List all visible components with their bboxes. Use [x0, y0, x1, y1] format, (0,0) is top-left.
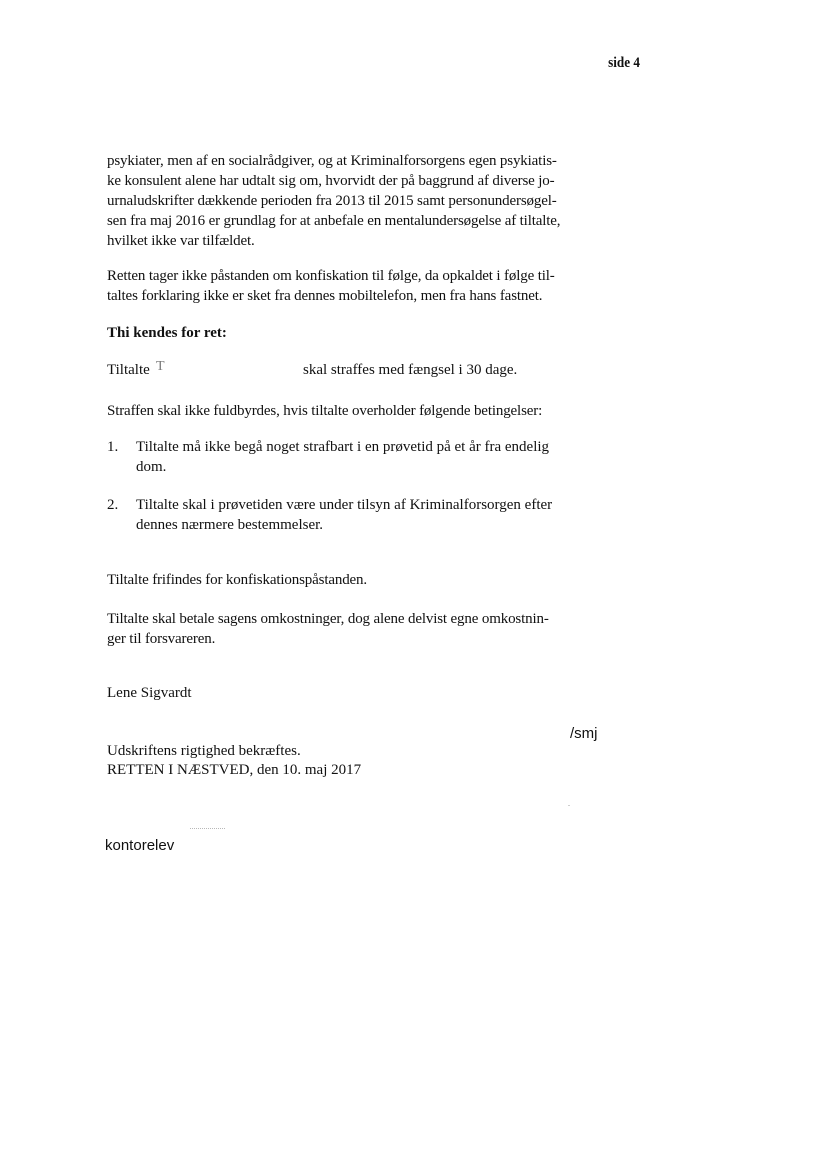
scan-artifact	[568, 805, 570, 806]
costs-paragraph	[107, 609, 607, 649]
acquittal-paragraph: Tiltalte frifindes for konfiskationspåstanden.	[107, 572, 368, 588]
condition-text	[136, 495, 586, 535]
sentence-line	[107, 359, 607, 384]
text-line: Tiltalte må ikke begå noget strafbart i en prøvetid på et år fra endelig	[136, 439, 550, 455]
text-line: psykiater, men af en socialrådgiver, og at Kriminalforsorgens egen psykiatis-	[107, 153, 557, 169]
condition-number: 2.	[107, 497, 119, 513]
text-line: taltes forklaring ikke er sket fra dennes mobiltelefon, men fra hans fastnet.	[107, 288, 543, 304]
defendant-label: Tiltalte	[107, 362, 150, 378]
conditions-intro: Straffen skal ikke fuldbyrdes, hvis tiltalte overholder følgende betingelser:	[107, 403, 543, 419]
scan-artifact	[190, 828, 225, 830]
certification-line: Udskriftens rigtighed bekræftes.	[107, 743, 301, 759]
clerk-initials: /smj	[570, 725, 598, 742]
text-line: Tiltalte skal i prøvetiden være under tilsyn af Kriminalforsorgen efter	[136, 497, 553, 513]
text-line: sen fra maj 2016 er grundlag for at anbefale en mentalundersøgelse af tiltalte,	[107, 213, 561, 229]
text-line: hvilket ikke var tilfældet.	[107, 233, 255, 249]
certification-block	[107, 742, 361, 780]
text-line: dennes nærmere bestemmelser.	[136, 517, 324, 533]
verdict-heading: Thi kendes for ret:	[107, 325, 227, 341]
court-date-line: RETTEN I NÆSTVED, den 10. maj 2017	[107, 762, 362, 778]
paragraph-psychiatric-assessment	[107, 151, 607, 251]
text-line: urnaludskrifter dækkende perioden fra 2013 til 2015 samt personundersøgel-	[107, 193, 557, 209]
redacted-name-initial: T	[156, 359, 165, 374]
text-line: ke konsulent alene har udtalt sig om, hvorvidt der på baggrund af diverse jo-	[107, 173, 555, 189]
condition-text	[136, 437, 586, 477]
paragraph-confiscation	[107, 266, 607, 306]
signer-role: kontorelev	[105, 837, 175, 854]
sentence-text: skal straffes med fængsel i 30 dage.	[303, 362, 518, 378]
page-number: side 4	[608, 55, 640, 71]
text-line: dom.	[136, 459, 167, 475]
text-line: ger til forsvareren.	[107, 631, 216, 647]
condition-number: 1.	[107, 439, 119, 455]
judge-name: Lene Sigvardt	[107, 685, 192, 701]
text-line: Tiltalte skal betale sagens omkostninger, dog alene delvist egne omkostnin-	[107, 611, 549, 627]
text-line: Retten tager ikke påstanden om konfiskation til følge, da opkaldet i følge til-	[107, 268, 555, 284]
